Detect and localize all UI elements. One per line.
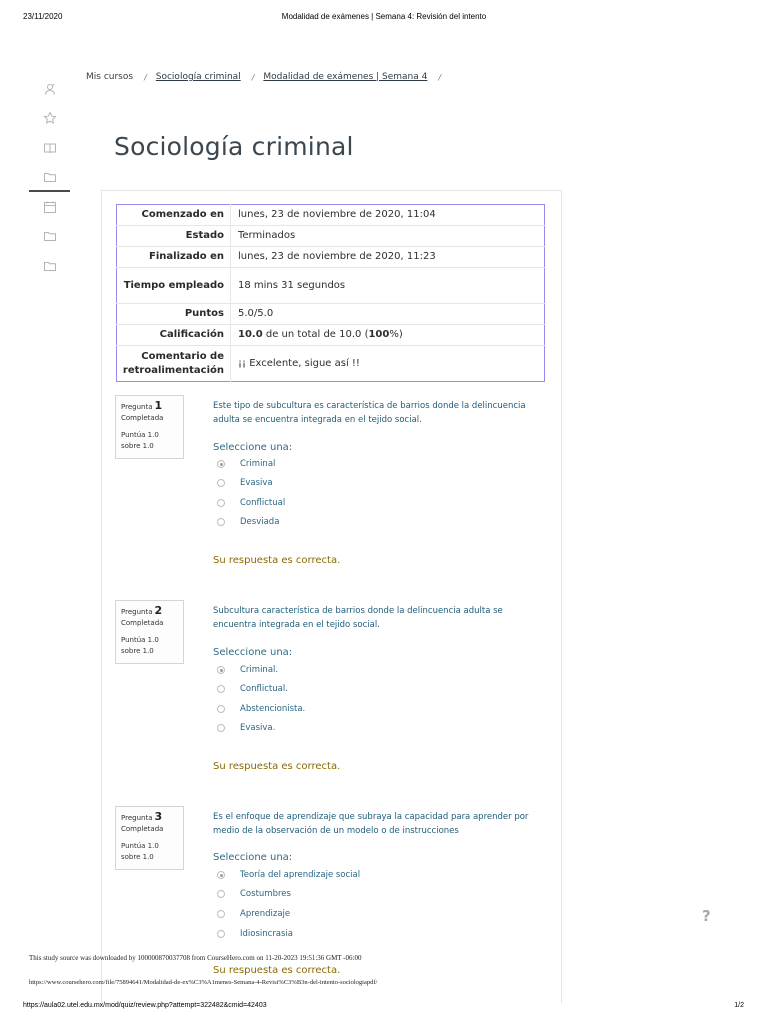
answer-option[interactable]: [217, 682, 288, 696]
radio-button[interactable]: [217, 890, 225, 898]
question-number: 3: [154, 810, 163, 823]
answer-label: Idiosincrasia: [240, 929, 294, 939]
radio-button[interactable]: [217, 685, 225, 693]
help-icon[interactable]: ?: [702, 907, 711, 925]
summary-label: Tiempo empleado: [117, 268, 231, 304]
print-title: Modalidad de exámenes | Semana 4: Revisión del intento: [281, 12, 487, 21]
sidebar-item-calendar[interactable]: [29, 192, 70, 222]
summary-row-completed: [117, 247, 545, 268]
summary-value: 18 mins 31 segundos: [238, 279, 346, 291]
summary-label: Comenzado en: [117, 205, 231, 226]
radio-button[interactable]: [217, 705, 225, 713]
summary-value: ¡¡ Excelente, sigue así !!: [238, 357, 360, 369]
answer-label: Evasiva.: [240, 723, 276, 733]
summary-value: [231, 325, 545, 346]
folder-icon: [43, 229, 57, 243]
answer-option[interactable]: [217, 868, 360, 882]
answer-option[interactable]: [217, 663, 278, 677]
answer-option[interactable]: [217, 887, 291, 901]
answer-option[interactable]: [217, 476, 273, 490]
sidebar-item-library[interactable]: [29, 133, 70, 163]
radio-button[interactable]: [217, 871, 225, 879]
question-state: Completada: [121, 825, 164, 833]
question-text: Este tipo de subcultura es característica de barrios donde la delincuencia adulta se encuentra integrada en el tejido social.: [213, 401, 526, 425]
graduation-cap-icon: [43, 82, 57, 96]
question-feedback: Su respuesta es correcta.: [213, 965, 341, 976]
summary-row-grade: [117, 325, 545, 346]
sidebar-item-favorites[interactable]: [29, 104, 70, 134]
folder-icon: [43, 170, 57, 184]
summary-value: 5.0/5.0: [238, 308, 274, 319]
question-info-3: [115, 806, 184, 870]
radio-button[interactable]: [217, 460, 225, 468]
radio-button[interactable]: [217, 666, 225, 674]
question-state: Completada: [121, 414, 164, 422]
answer-label: Criminal: [240, 459, 276, 469]
summary-value: lunes, 23 de noviembre de 2020, 11:04: [238, 209, 436, 220]
grade-percent: 100: [368, 329, 390, 340]
answer-option[interactable]: [217, 907, 290, 921]
breadcrumb-separator: /: [251, 72, 255, 82]
radio-button[interactable]: [217, 499, 225, 507]
summary-value: Terminados: [238, 230, 296, 241]
answer-option[interactable]: [217, 702, 305, 716]
folder-icon: [43, 259, 57, 273]
answer-label: Abstencionista.: [240, 704, 306, 714]
breadcrumb-quiz[interactable]: Modalidad de exámenes | Semana 4: [263, 72, 428, 82]
summary-row-feedback: [117, 346, 545, 382]
breadcrumb-separator: /: [144, 72, 147, 82]
print-date: 23/11/2020: [23, 12, 63, 21]
print-header: [0, 10, 768, 24]
question-label: Pregunta: [121, 403, 153, 411]
sidebar-item-dashboard[interactable]: [29, 74, 70, 104]
download-notice: This study source was downloaded by 100000870037708 from CourseHero.com on 11-20-2023 19:51:36 GMT -06:00: [29, 954, 362, 962]
question-grade: Puntúa 1.0 sobre 1.0: [121, 636, 159, 655]
print-url: https://aula02.utel.edu.mx/mod/quiz/review.php?attempt=322482&cmid=42403: [23, 1002, 267, 1009]
question-prompt: Seleccione una:: [213, 852, 293, 863]
question-info-1: [115, 395, 184, 459]
sidebar-active-indicator: [29, 190, 70, 192]
question-feedback: Su respuesta es correcta.: [213, 761, 341, 772]
summary-label: Finalizado en: [117, 247, 231, 268]
answer-label: Conflictual.: [240, 684, 288, 694]
print-page-number: 1/2: [734, 1002, 744, 1009]
question-prompt: Seleccione una:: [213, 442, 293, 453]
summary-label: Puntos: [117, 304, 231, 325]
answer-label: Conflictual: [240, 498, 286, 508]
question-text: Es el enfoque de aprendizaje que subraya la capacidad para aprender por medio de la observación de un modelo o de instrucciones: [213, 812, 529, 836]
question-feedback: Su respuesta es correcta.: [213, 555, 341, 566]
breadcrumb-separator: /: [438, 72, 442, 82]
breadcrumb-course[interactable]: Sociología criminal: [155, 72, 241, 82]
answer-option[interactable]: [217, 515, 279, 529]
page-title: Sociología criminal: [114, 132, 354, 161]
answer-label: Aprendizaje: [240, 909, 291, 919]
print-footer: [0, 1002, 768, 1016]
radio-button[interactable]: [217, 910, 225, 918]
calendar-icon: [43, 200, 57, 214]
summary-row-marks: [117, 304, 545, 325]
radio-button[interactable]: [217, 518, 225, 526]
question-info-2: [115, 600, 184, 664]
attempt-summary-table: [116, 204, 545, 382]
breadcrumb: [86, 72, 450, 82]
sidebar-nav: [29, 74, 70, 281]
summary-label: Calificación: [117, 325, 231, 346]
question-grade: Puntúa 1.0 sobre 1.0: [121, 842, 159, 861]
answer-label: Costumbres: [240, 889, 291, 899]
summary-label: Estado: [117, 226, 231, 247]
question-text: Subcultura característica de barrios donde la delincuencia adulta se encuentra integrada en el tejido social.: [213, 606, 503, 630]
answer-option[interactable]: [217, 457, 275, 471]
grade-text: de un total de 10.0 (: [262, 329, 369, 340]
question-prompt: Seleccione una:: [213, 647, 293, 658]
sidebar-item-folder-1[interactable]: [29, 163, 70, 193]
star-icon: [43, 111, 57, 125]
sidebar-item-folder-3[interactable]: [29, 251, 70, 281]
question-label: Pregunta: [121, 814, 153, 822]
grade-value: 10.0: [238, 329, 263, 340]
summary-value: lunes, 23 de noviembre de 2020, 11:23: [238, 251, 436, 262]
question-state: Completada: [121, 619, 164, 627]
question-number: 2: [154, 604, 163, 617]
question-label: Pregunta: [121, 608, 153, 616]
answer-label: Teoría del aprendizaje social: [240, 870, 361, 880]
radio-button[interactable]: [217, 724, 225, 732]
radio-button[interactable]: [217, 479, 225, 487]
question-grade: Puntúa 1.0 sobre 1.0: [121, 431, 159, 450]
grade-text-end: %): [389, 329, 403, 340]
answer-label: Criminal.: [240, 665, 279, 675]
question-number: 1: [154, 399, 163, 412]
answer-option[interactable]: [217, 721, 275, 735]
answer-option[interactable]: [217, 496, 285, 510]
summary-row-started: [117, 205, 545, 226]
breadcrumb-my-courses[interactable]: Mis cursos: [86, 72, 134, 82]
answer-label: Desviada: [240, 517, 280, 527]
summary-label: Comentario de retroalimentación: [117, 346, 231, 382]
summary-row-time-taken: [117, 268, 545, 304]
radio-button[interactable]: [217, 930, 225, 938]
source-url-note: https://www.coursehero.com/file/75894641/Modalidad-de-ex%C3%A1menes-Semana-4-Revisi%C3%B3n-del-intento-sociologiapdf/: [29, 979, 378, 986]
summary-row-state: [117, 226, 545, 247]
book-icon: [43, 141, 57, 155]
answer-label: Evasiva: [240, 478, 273, 488]
sidebar-item-folder-2[interactable]: [29, 222, 70, 252]
answer-option[interactable]: [217, 927, 293, 941]
